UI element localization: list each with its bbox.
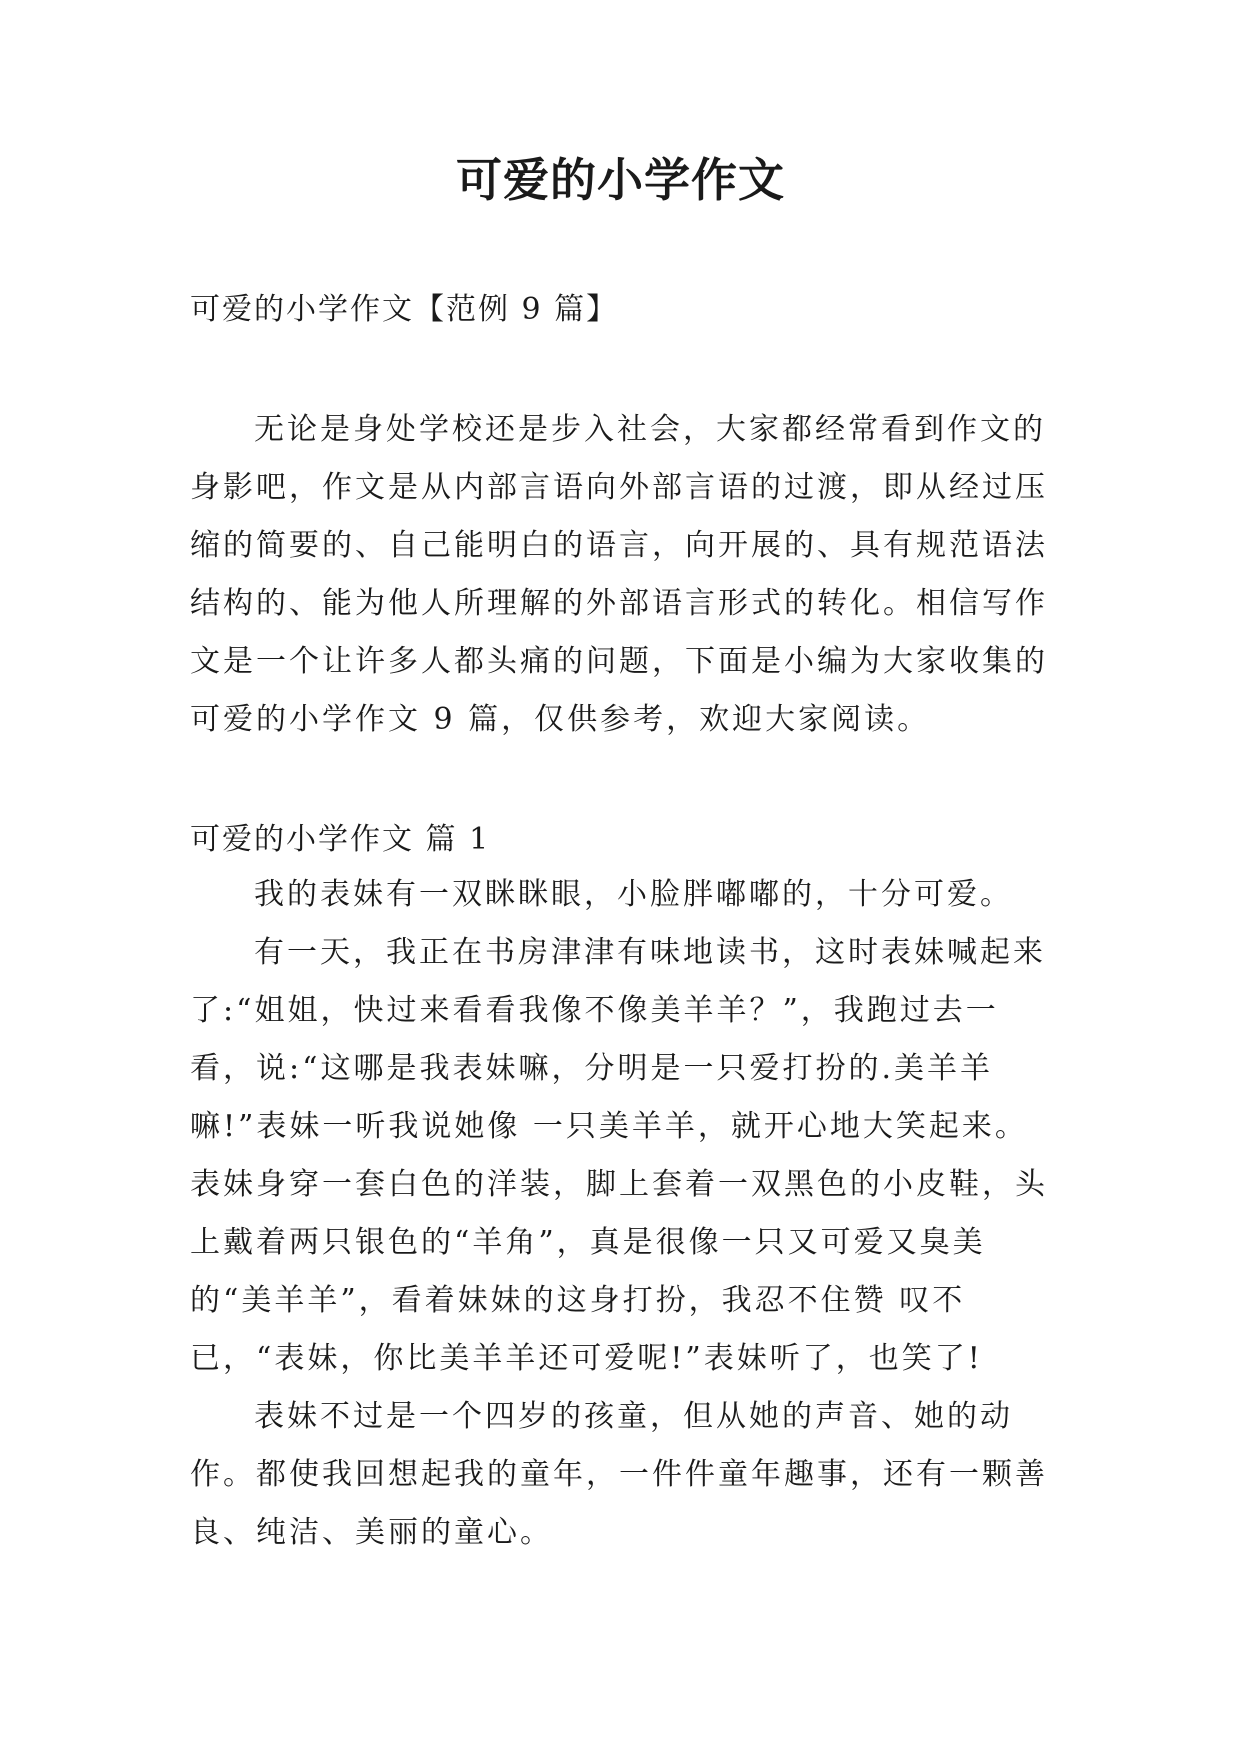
section-heading: 可爱的小学作文 篇 1 xyxy=(190,822,491,857)
document-title: 可爱的小学作文 xyxy=(456,153,785,207)
document-subtitle: 可爱的小学作文【范例 9 篇】 xyxy=(190,292,619,327)
intro-paragraph: 无论是身处学校还是步入社会，大家都经常看到作文的身影吧，作文是从内部言语向外部言语的过渡，即从经过压缩的简要的、自己能明白的语言，向开展的、具有规范语法结构的、能为他人所理解的外部语言形式的转化。相信写作文是一个让许多人都头痛的问题，下面是小编为大家收集的可爱的小学作文 9 篇，仅供参考，欢迎大家阅读。 xyxy=(190,412,1048,737)
section-body xyxy=(190,866,1060,1562)
section-paragraph: 我的表妹有一双眯眯眼，小脸胖嘟嘟的，十分可爱。 xyxy=(254,877,1013,912)
section-paragraph: 有一天，我正在书房津津有味地读书，这时表妹喊起来了:“姐姐，快过来看看我像不像美羊羊？”，我跑过去一看，说:“这哪是我表妹嘛，分明是一只爱打扮的.美羊羊嘛!”表妹一听我说她像 一只美羊羊，就开心地大笑起来。表妹身穿一套白色的洋装，脚上套着一双黑色的小皮鞋，头上戴着两只银色的“羊角”，真是很像一只又可爱又臭美的“美羊羊”，看着妹妹的这身打扮，我忍不住赞 叹不已，“表妹，你比美羊羊还可爱呢!”表妹听了，也笑了! xyxy=(190,935,1048,1376)
section-paragraph: 表妹不过是一个四岁的孩童，但从她的声音、她的动作。都使我回想起我的童年，一件件童年趣事，还有一颗善良、纯洁、美丽的童心。 xyxy=(190,1399,1048,1550)
